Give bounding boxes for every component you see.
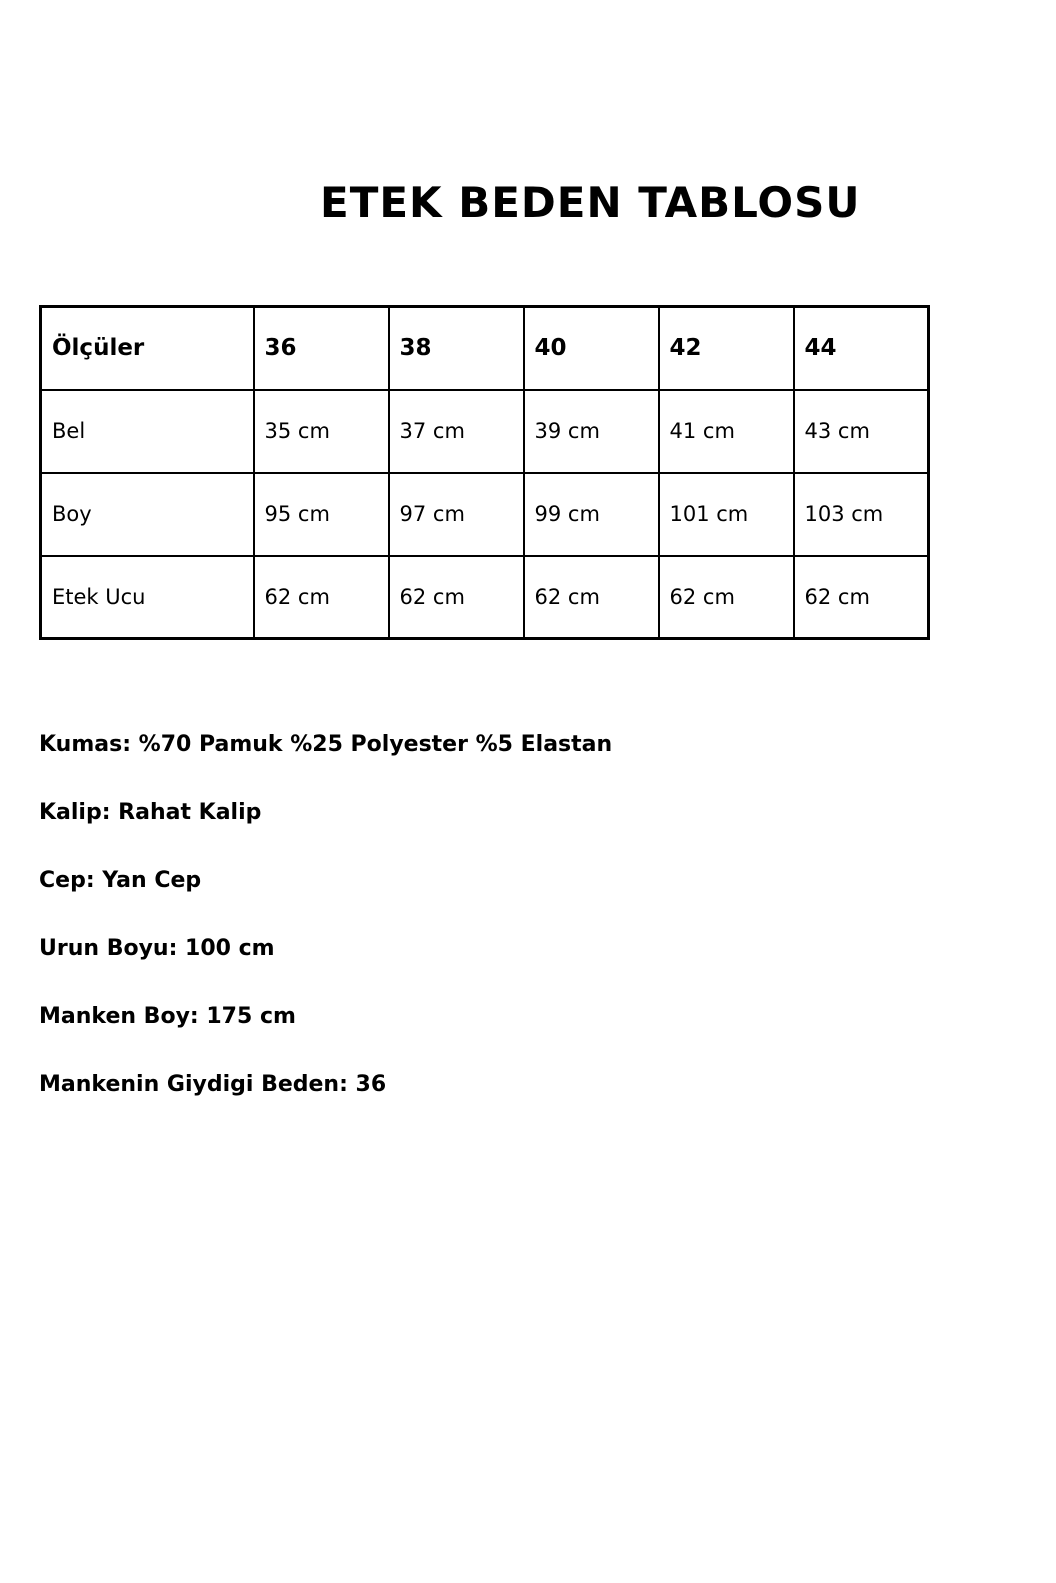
header-cell-size: 44 (794, 307, 929, 390)
row-label: Bel (41, 390, 254, 473)
header-cell-size: 36 (254, 307, 389, 390)
table-cell: 37 cm (389, 390, 524, 473)
table-cell: 62 cm (254, 556, 389, 639)
row-label: Etek Ucu (41, 556, 254, 639)
header-cell-size: 38 (389, 307, 524, 390)
size-table (39, 305, 930, 640)
table-cell: 62 cm (794, 556, 929, 639)
page-title: ETEK BEDEN TABLOSU (320, 178, 861, 227)
header-cell-size: 40 (524, 307, 659, 390)
table-row (41, 556, 929, 639)
product-details-list (39, 728, 612, 1136)
header-cell-size: 42 (659, 307, 794, 390)
detail-model-size: Mankenin Giydigi Beden: 36 (39, 1072, 387, 1097)
detail-model-height: Manken Boy: 175 cm (39, 1004, 296, 1029)
header-cell-measurements: Ölçüler (41, 307, 254, 390)
table-row (41, 390, 929, 473)
table-cell: 35 cm (254, 390, 389, 473)
table-cell: 39 cm (524, 390, 659, 473)
table-cell: 43 cm (794, 390, 929, 473)
detail-fabric: Kumas: %70 Pamuk %25 Polyester %5 Elastan (39, 732, 613, 757)
table-cell: 62 cm (524, 556, 659, 639)
table-row (41, 473, 929, 556)
table-cell: 62 cm (389, 556, 524, 639)
detail-fit: Kalip: Rahat Kalip (39, 800, 262, 825)
table-cell: 101 cm (659, 473, 794, 556)
detail-pocket: Cep: Yan Cep (39, 868, 202, 893)
table-cell: 97 cm (389, 473, 524, 556)
table-header-row (41, 307, 929, 390)
table-cell: 41 cm (659, 390, 794, 473)
table-cell: 99 cm (524, 473, 659, 556)
table-cell: 95 cm (254, 473, 389, 556)
row-label: Boy (41, 473, 254, 556)
table-cell: 103 cm (794, 473, 929, 556)
table-cell: 62 cm (659, 556, 794, 639)
detail-product-length: Urun Boyu: 100 cm (39, 936, 275, 961)
